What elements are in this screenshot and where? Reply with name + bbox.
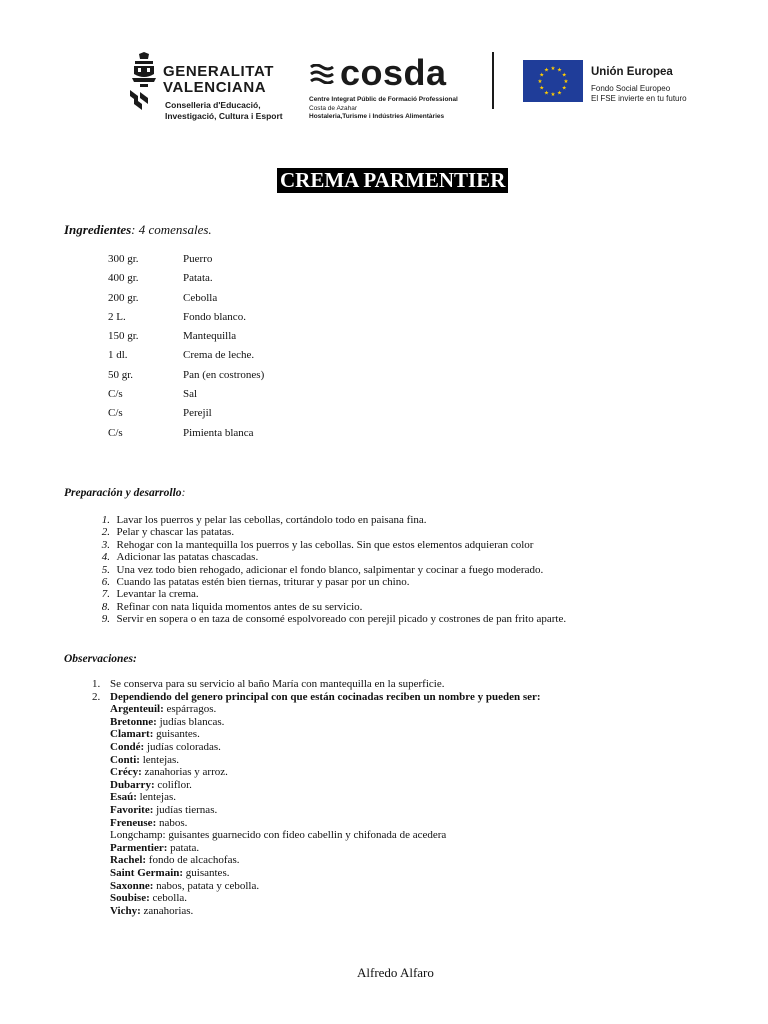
step-text: Pelar y chascar las patatas. (116, 526, 235, 539)
cosda-subtitle: Centre Integrat Públic de Formació Professional Costa de Azahar Hostaleria,Turisme i Indústries Alimentàries (309, 96, 458, 120)
variant-name: Bretonne: (110, 715, 157, 728)
eu-star-icon: ★ (544, 90, 549, 97)
variant-description: coliflor. (154, 778, 192, 791)
variant-name: Conti: (110, 753, 140, 766)
ingredient-name: Sal (183, 388, 198, 401)
variant-description: guisantes. (153, 728, 200, 741)
ingredient-row (108, 292, 264, 311)
variant-item (110, 728, 541, 741)
observation-item: 1. Se conserva para su servicio al baño María con mantequilla en la superficie. (92, 678, 445, 690)
variant-item (110, 842, 541, 855)
ingredient-row (108, 330, 264, 349)
eu-star-icon: ★ (557, 67, 562, 74)
ingredient-name: Fondo blanco. (183, 310, 246, 323)
ingredient-quantity: 50 gr. (108, 368, 134, 381)
variant-description: patata. (167, 841, 200, 854)
variant-name: Vichy: (110, 904, 141, 917)
eu-star-icon: ★ (539, 72, 545, 79)
eu-star-icon: ★ (561, 85, 567, 92)
ingredient-name: Cebolla (183, 291, 218, 304)
variant-item (110, 741, 541, 754)
ingredient-name: Puerro (183, 253, 213, 265)
ingredient-quantity: 2 L. (108, 310, 126, 323)
eu-star-icon: ★ (561, 72, 567, 79)
variant-description: Longchamp: guisantes guarnecido con fideo cabellin y chifonada de acedera (110, 829, 447, 842)
step-text: Rehogar con la mantequilla los puerros y las cebollas. Sin que estos elementos adquieran color (116, 538, 534, 551)
ingredients-list (108, 253, 264, 446)
ingredient-row (108, 407, 264, 426)
step-text: Adicionar las patatas chascadas. (116, 551, 259, 564)
step-number: 5. (101, 563, 110, 576)
author-footer: Alfredo Alfaro (357, 965, 434, 980)
preparation-step (82, 539, 566, 551)
ingredient-quantity: C/s (108, 426, 123, 439)
variant-description: judías blancas. (156, 715, 225, 728)
recipe-title: CREMA PARMENTIER (277, 168, 508, 193)
preparation-step (82, 601, 566, 613)
variant-description: lentejas. (136, 791, 177, 804)
preparation-step (82, 613, 566, 625)
generalitat-name: GENERALITAT VALENCIANA (163, 63, 275, 96)
variant-item (110, 716, 541, 729)
conselleria-name: Conselleria d'Educació, Investigació, Cultura i Esport (165, 100, 283, 121)
variant-name: Condé: (110, 740, 145, 753)
ingredient-quantity: C/s (108, 388, 123, 401)
ingredient-name: Patata. (183, 272, 213, 285)
variant-description: zanahorias. (140, 904, 194, 917)
variant-name: Freneuse: (110, 816, 157, 829)
ingredient-row (108, 311, 264, 330)
variant-item (110, 880, 541, 893)
step-number: 3. (101, 538, 110, 551)
step-text: Levantar la crema. (116, 588, 199, 601)
variant-item (110, 854, 541, 867)
observations-heading: Observaciones: (64, 653, 137, 665)
eu-star-icon: ★ (537, 79, 543, 85)
variant-description: guisantes. (183, 866, 230, 879)
variant-item (110, 867, 541, 880)
variant-item (110, 817, 541, 830)
variant-name: Favorite: (110, 803, 154, 816)
ingredient-name: Crema de leche. (183, 349, 255, 362)
preparation-step (82, 564, 566, 576)
variant-name: Crécy: (110, 766, 142, 779)
step-number: 7. (101, 588, 110, 601)
ingredient-row (108, 272, 264, 291)
step-number: 2. (101, 526, 110, 539)
step-number: 1. (101, 514, 110, 526)
step-number: 6. (101, 576, 110, 589)
step-number: 4. (101, 551, 110, 564)
ingredient-name: Perejil (183, 407, 212, 420)
variant-item (110, 791, 541, 804)
preparation-heading: Preparación y desarrollo: (64, 487, 186, 499)
variant-item (110, 779, 541, 792)
cosda-waves-icon (310, 64, 334, 84)
step-number: 9. (101, 613, 110, 626)
step-text: Lavar los puerros y pelar las cebollas, cortándolo todo en paisana fina. (116, 514, 427, 526)
generalitat-valenciana-logo (130, 52, 290, 122)
eu-star-icon: ★ (563, 79, 569, 85)
variant-item (110, 703, 541, 716)
variant-name: Saxonne: (110, 879, 154, 892)
variant-name: Rachel: (110, 854, 147, 867)
preparation-step (82, 588, 566, 600)
variant-description: judías coloradas. (144, 740, 221, 753)
ingredient-row (108, 388, 264, 407)
preparation-step (82, 514, 566, 526)
ingredient-name: Mantequilla (183, 330, 237, 343)
ingredient-name: Pimienta blanca (183, 426, 254, 439)
variant-name: Dubarry: (110, 778, 155, 791)
step-text: Refinar con nata liquida momentos antes de su servicio. (116, 600, 363, 613)
cosda-name: cosda (340, 52, 447, 93)
preparation-steps (82, 514, 566, 626)
variant-name: Clamart: (110, 728, 154, 741)
variant-description: judías tiernas. (153, 803, 218, 816)
variant-description: zanahorias y arroz. (141, 766, 228, 779)
ingredient-quantity: 1 dl. (108, 349, 128, 362)
variant-item (110, 829, 541, 842)
variant-list (92, 703, 541, 917)
variant-name: Saint Germain: (110, 866, 184, 879)
variant-description: nabos. (156, 816, 188, 829)
step-text: Servir en sopera o en taza de consomé espolvoreado con perejil picado y costrones de pan frito aparte. (116, 613, 567, 626)
variant-name: Esaú: (110, 791, 137, 804)
observation-item: 2. Dependiendo del genero principal con que están cocinadas reciben un nombre y pueden ser: (92, 690, 541, 703)
variant-description: cebolla. (149, 892, 188, 905)
ingredient-row (108, 253, 264, 272)
variant-item (110, 754, 541, 767)
eu-star-icon: ★ (544, 67, 549, 74)
preparation-step (82, 576, 566, 588)
variant-name: Soubise: (110, 892, 150, 905)
ingredient-name: Pan (en costrones) (183, 368, 265, 381)
header-divider (492, 52, 494, 109)
variant-description: fondo de alcachofas. (146, 854, 240, 867)
variant-item (110, 766, 541, 779)
variant-description: espárragos. (163, 703, 217, 716)
variant-description: nabos, patata y cebolla. (153, 879, 260, 892)
eu-star-icon: ★ (550, 66, 556, 72)
step-number: 8. (101, 600, 110, 613)
eu-star-icon: ★ (557, 90, 562, 97)
cosda-logo (306, 52, 481, 126)
variant-name: Parmentier: (110, 841, 168, 854)
variant-item (110, 905, 541, 918)
eu-star-icon: ★ (550, 92, 556, 98)
generalitat-emblem-icon (130, 52, 158, 110)
variant-item (110, 892, 541, 905)
variant-item (110, 804, 541, 817)
eu-fund-text: Fondo Social Europeo El FSE invierte en tu futuro (591, 84, 687, 103)
ingredient-quantity: 400 gr. (108, 272, 139, 285)
ingredients-heading: Ingredientes: 4 comensales. (64, 222, 212, 237)
observations-list (92, 678, 541, 917)
variant-description: lentejas. (139, 753, 180, 766)
ingredient-quantity: 150 gr. (108, 330, 139, 343)
ingredient-quantity: C/s (108, 407, 123, 420)
union-europea-logo (523, 60, 723, 110)
variant-name: Argenteuil: (110, 703, 164, 716)
ingredient-quantity: 200 gr. (108, 291, 139, 304)
step-text: Una vez todo bien rehogado, adicionar el fondo blanco, salpimentar y cocinar a fuego moderado. (116, 563, 544, 576)
ingredient-row (108, 349, 264, 368)
preparation-step (82, 526, 566, 538)
eu-flag-icon (523, 60, 583, 102)
step-text: Cuando las patatas estén bien tiernas, triturar y pasar por un chino. (116, 576, 410, 589)
eu-name: Unión Europea (591, 66, 673, 78)
eu-star-icon: ★ (539, 85, 545, 92)
ingredient-row (108, 427, 264, 446)
ingredient-quantity: 300 gr. (108, 253, 139, 265)
preparation-step (82, 551, 566, 563)
ingredient-row (108, 369, 264, 388)
